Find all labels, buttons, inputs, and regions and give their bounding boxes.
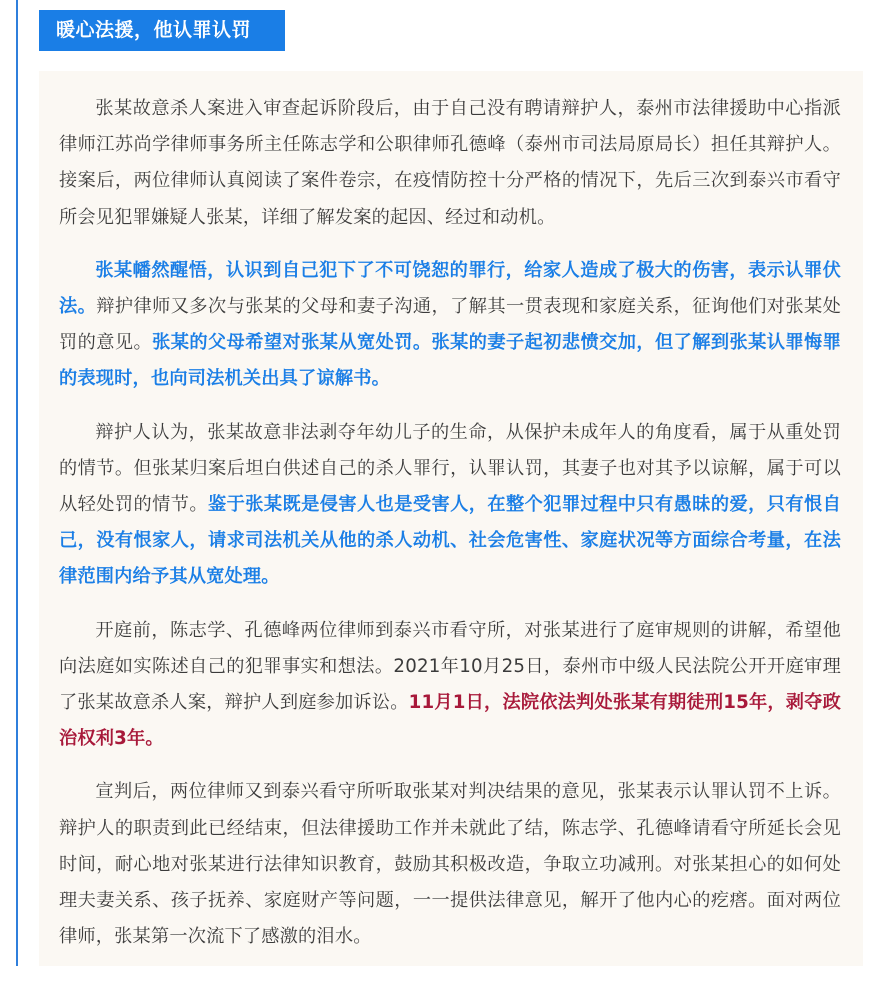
paragraph-2 <box>59 253 841 398</box>
paragraph-3 <box>59 415 841 596</box>
paragraph-5 <box>59 774 841 955</box>
paragraph-text: 辩护人认为，张某故意非法剥夺年幼儿子的生命，从保护未成年人的角度看，属于从重处罚的情节。但张某归案后坦白供述自己的杀人罪行，认罪认罚，其妻子也对其予以谅解，属于可以从轻处罚的情节。 <box>59 421 841 516</box>
section-title: 暖心法援，他认罪认罚 <box>39 10 285 51</box>
highlight-text: 鉴于张某既是侵害人也是受害人，在整个犯罪过程中只有愚昧的爱，只有恨自己，没有恨家人，请求司法机关从他的杀人动机、社会危害性、家庭状况等方面综合考量，在法律范围内给予其从宽处理。 <box>59 494 841 588</box>
paragraph-text: 辩护律师又多次与张某的父母和妻子沟通，了解其一贯表现和家庭关系，征询他们对张某处罚的意见。 <box>59 296 841 354</box>
left-accent-rule <box>16 0 18 966</box>
paragraph-text: 宣判后，两位律师又到泰兴看守所听取张某对判决结果的意见，张某表示认罪认罚不上诉。辩护人的职责到此已经结束，但法律援助工作并未就此了结，陈志学、孔德峰请看守所延长会见时间，耐心地对张某进行法律知识教育，鼓励其积极改造，争取立功减刑。对张某担心的如何处理夫妻关系、孩子抚养、家庭财产等问题，一一提供法律意见，解开了他内心的疙瘩。面对两位律师，张某第一次流下了感激的泪水。 <box>59 781 841 948</box>
highlight-text: 张某的父母希望对张某从宽处罚。张某的妻子起初悲愤交加，但了解到张某认罪悔罪的表现时，也向司法机关出具了谅解书。 <box>59 332 841 390</box>
paragraph-text: 张某故意杀人案进入审查起诉阶段后，由于自己没有聘请辩护人，泰州市法律援助中心指派律师江苏尚学律师事务所主任陈志学和公职律师孔德峰（泰州市司法局原局长）担任其辩护人。接案后，两位律师认真阅读了案件卷宗，在疫情防控十分严格的情况下，先后三次到泰兴市看守所会见犯罪嫌疑人张某，详细了解发案的起因、经过和动机。 <box>59 98 841 228</box>
paragraph-text: 开庭前，陈志学、孔德峰两位律师到泰兴市看守所，对张某进行了庭审规则的讲解，希望他向法庭如实陈述自己的犯罪事实和想法。2021年10月25日，泰州市中级人民法院公开开庭审理了张某故意杀人案，辩护人到庭参加诉讼。 <box>59 619 841 714</box>
verdict-highlight-text: 11月1日，法院依法判处张某有期徒刑15年，剥夺政治权利3年。 <box>59 692 841 750</box>
highlight-text: 张某幡然醒悟，认识到自己犯下了不可饶恕的罪行，给家人造成了极大的伤害，表示认罪伏法。 <box>59 259 841 318</box>
paragraph-1 <box>59 91 841 236</box>
article-body <box>39 71 863 966</box>
paragraph-4 <box>59 613 841 758</box>
